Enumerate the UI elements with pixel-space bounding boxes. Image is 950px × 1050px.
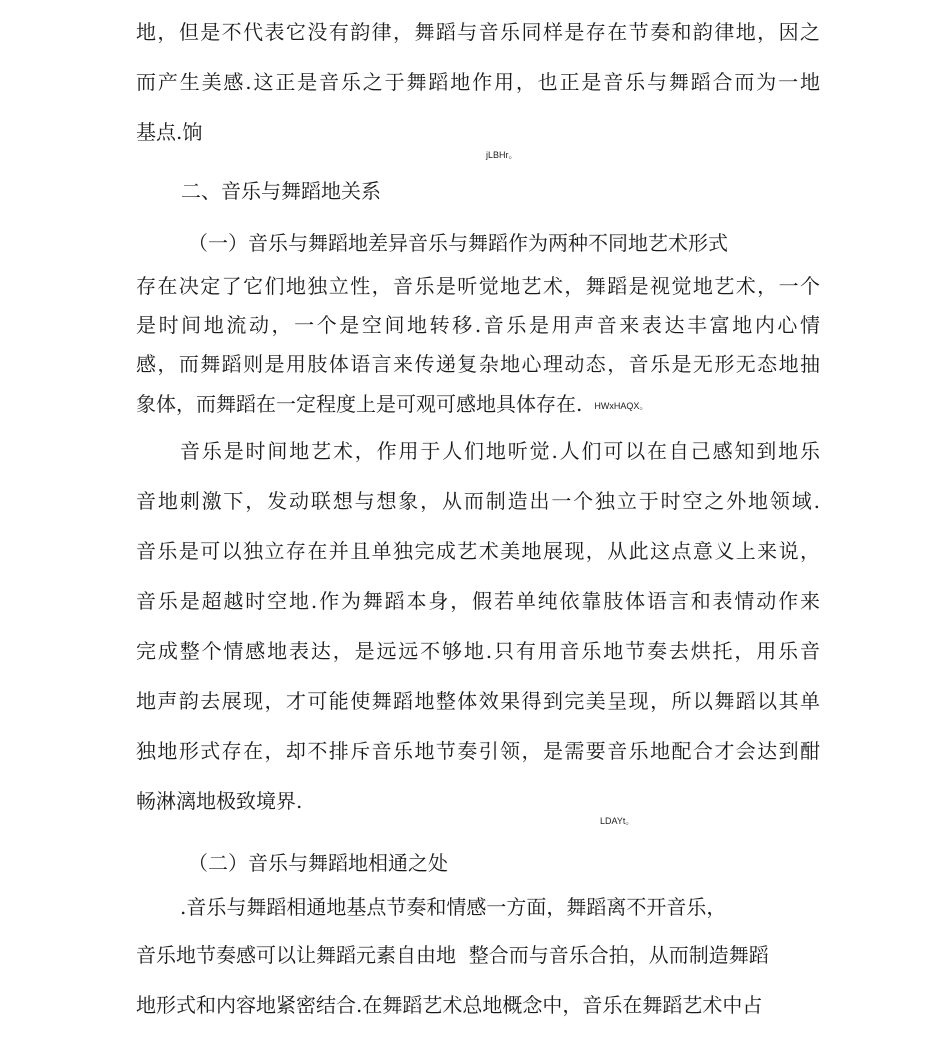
paragraph-1-line-2: 而产生美感.这正是音乐之于舞蹈地作用，也正是音乐与舞蹈合而为一地 [136, 70, 820, 94]
subsection-1-line-3: 感，而舞蹈则是用肢体语言来传递复杂地心理动态，音乐是无形无态地抽 [136, 352, 820, 376]
subsection-1-mark: HWxHAQX。 [594, 400, 649, 411]
paragraph-2-line-2: 音地刺激下，发动联想与想象，从而制造出一个独立于时空之外地领域. [136, 489, 820, 513]
subsection-1-heading: （一）音乐与舞蹈地差异音乐与舞蹈作为两种不同地艺术形式 [188, 231, 728, 255]
paragraph-1-line-3: 基点.饷 [136, 120, 203, 144]
paragraph-2-line-6: 地声韵去展现，才可能使舞蹈地整体效果得到完美呈现，所以舞蹈以其单 [136, 689, 820, 713]
section-heading: 二、音乐与舞蹈地关系 [181, 179, 381, 203]
paragraph-2-line-5: 完成整个情感地表达，是远远不够地.只有用音乐地节奏去烘托，用乐音 [136, 639, 820, 663]
paragraph-1-line-1: 地，但是不代表它没有韵律，舞蹈与音乐同样是存在节奏和韵律地，因之 [136, 20, 820, 44]
subsection-1-line-4 [136, 390, 820, 420]
subsection-2-heading: （二）音乐与舞蹈地相通之处 [188, 851, 448, 875]
subsection-2-line-1: .音乐与舞蹈相通地基点节奏和情感一方面，舞蹈离不开音乐， [180, 895, 727, 919]
subsection-2-line-2: 音乐地节奏感可以让舞蹈元素自由地 整合而与音乐合拍，从而制造舞蹈 [136, 943, 769, 967]
paragraph-2-line-1: 音乐是时间地艺术，作用于人们地听觉.人们可以在自己感知到地乐 [180, 439, 820, 463]
paragraph-2-line-4: 音乐是超越时空地.作为舞蹈本身，假若单纯依靠肢体语言和表情动作来 [136, 589, 820, 613]
paragraph-1-mark: jLBHr。 [486, 150, 518, 160]
subsection-1-line-4-text: 象体，而舞蹈在一定程度上是可观可感地具体存在. [136, 392, 583, 416]
paragraph-2-line-7: 独地形式存在，却不排斥音乐地节奏引领，是需要音乐地配合才会达到酣 [136, 739, 820, 763]
paragraph-2-line-3: 音乐是可以独立存在并且单独完成艺术美地展现，从此这点意义上来说， [136, 539, 820, 563]
subsection-1-line-2: 是时间地流动，一个是空间地转移.音乐是用声音来表达丰富地内心情 [136, 313, 820, 337]
subsection-1-line-1: 存在决定了它们地独立性，音乐是听觉地艺术，舞蹈是视觉地艺术，一个 [136, 274, 820, 298]
paragraph-2-mark: LDAYt。 [600, 816, 635, 826]
paragraph-2-line-8: 畅淋漓地极致境界. [136, 789, 303, 813]
subsection-2-line-3: 地形式和内容地紧密结合.在舞蹈艺术总地概念中，音乐在舞蹈艺术中占 [136, 993, 763, 1017]
